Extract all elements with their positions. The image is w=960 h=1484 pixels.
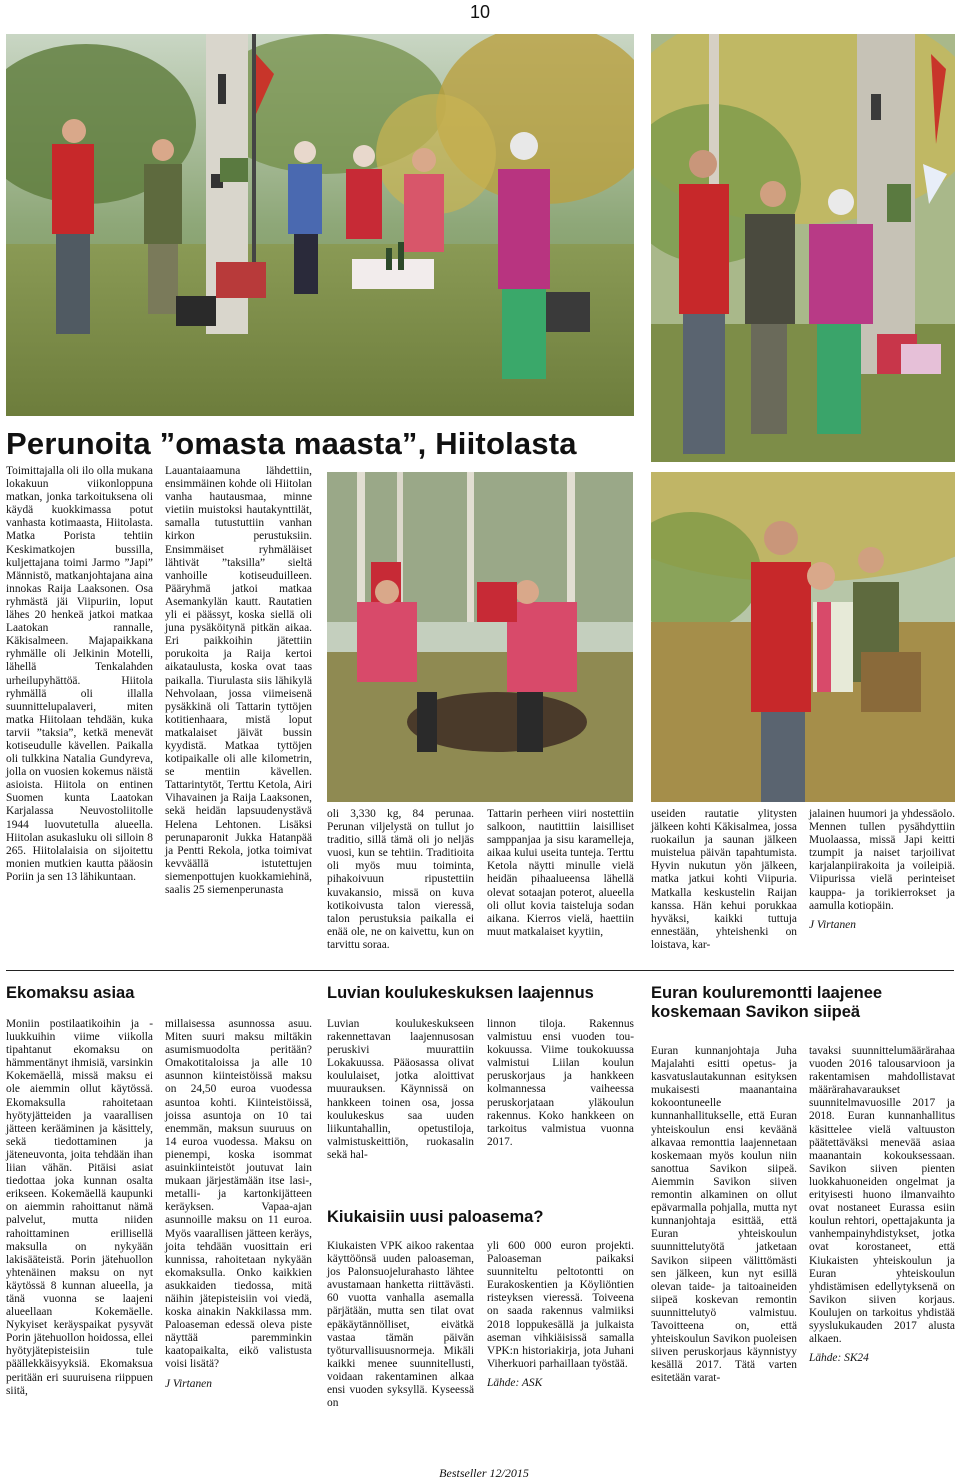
article-column-1 — [6, 465, 153, 884]
article-text: Tattarin perheen viiri nostettiin salkoon, nautittiin laisilliset samppanjaa ja sisu karamelleja, aikaa kului useita tunteja. Terttu Ketola näytti minulle vielä heidän pihaalueensa lähellä olevat sotaajan poterot, alueella oli ollut kovia taisteluja sodan aikana. Kierros vielä, haettiin muut matkalaiset kyytiin, — [487, 808, 634, 938]
ekomaksu-column-1 — [6, 1018, 153, 1398]
article-column-2 — [165, 465, 312, 897]
article-column-4 — [487, 808, 634, 939]
article-column-3 — [327, 808, 474, 952]
article-text: Toimittajalla oli ilo olla mukana lokakuun viikonloppuna matkan, jonka tarkoituksena oli käydä kuokkimassa potut vanhasta kotimaasta, Hiitolasta. Matka Porista tehtiin Keskimatkojen bussilla, kuljettajana toimi Jarmo ”Japi” Männistö, matkanjohtajana aina innokas Raija Laaksonen. Osa ryhmästä jäi Viipuriin, loput lähes 20 henkeä jatkoi matkaa Laatokan rannalle, Käkisalmeen. Majapaikkana ryhmälle oli Jelkinin Motelli, lähellä Tenkalahden urheilupyhättöä. Hiitola ryhmällä oli illalla suunnittelupalaveri, miten matka Hiitolaan tehdään, kuka tarvii ”taksia”, ketkä menevät kotiseudulle kävellen. Paikalla oli tulkkina Natalia Gundyreva, jolla on vuosien kokemus näistä asioista. Hiitola on entinen Suomen kunta Laatokan Karjalassa Neuvostoliitolle 1944 luovutetulla alueella. Hiitolan asukasluku oli silloin 8 265. Hiitolalaisia on sijoitettu monien mutkien kautta pääosin Poriin ja sen 13 lähikuntaan. — [6, 465, 153, 883]
page-footer: Bestseller 12/2015 — [439, 1466, 529, 1480]
savikko-title: Euran kouluremontti laajenee koskemaan Savikon siipeä — [651, 984, 883, 1021]
ekomaksu-title: Ekomaksu asiaa — [6, 984, 135, 1002]
kiukainen-title: Kiukaisiin uusi paloasema? — [327, 1208, 544, 1226]
article-column-6 — [809, 808, 955, 932]
article-headline: Perunoita ”omasta maasta”, Hiitolasta — [6, 426, 577, 461]
article-text: Kiukaisten VPK aikoo rakentaa käyttöönsä uuden paloaseman, jos Palonsuojelurahasto lähtee avustamaan hanketta riittävästi. 60 vuotta vanhalla asemalla pärjätään, mutta sen tilat ovat epäkäytännölliset, eivätkä vastaa tämän päivän työturvallisuusnormeja. Mikäli kaikki menee suunnitellusti, voidaan rakentaminen alkaa ensi vuoden syksyllä. Kyseessä on — [327, 1240, 474, 1410]
photo-group-toast — [6, 34, 634, 416]
article-column-5 — [651, 808, 797, 952]
article-text: useiden rautatie ylitysten jälkeen kohti Käkisalmea, jossa ruokailun ja saunan jälkeen muistelua päivän tapahtumista. Hyvin nukutun yön jälkeen, matka jatkui kohti Viipuria. Matkalla keskustelin Raijan kanssa. Hän kehui porukkaa hyväksi, kaikki tuttuja ennestään, yhteishenki on loistava, kar- — [651, 808, 797, 951]
photo-potato-digging — [327, 472, 633, 802]
kiukainen-column-1 — [327, 1240, 474, 1410]
kiukainen-source: Lähde: ASK — [487, 1376, 543, 1389]
article-text: Luvian koulukeskukseen rakennettavan laajennusosan peruskivi muurattiin Lokakuussa. Pääosassa olivat koululaiset, jotka aloittivat muurauksen. Käynnissä on hankkeen toinen osa, jossa koulukeskus saa uuden liikuntahallin, opetustiloja, valmistuskeittiön, ruokasalin sekä hal- — [327, 1018, 474, 1161]
savikko-column-1 — [651, 1045, 797, 1385]
article-text: yli 600 000 euron projekti. Paloaseman paikaksi suunniteltu peltotontti on Eurakoskentien ja Köyliöntien risteyksen vieressä. Toiveena on saada rakennus valmiiksi 2018 loppukesällä ja julkaista aseman vihkiäisissä samalla VPK:n historiakirja, jota Juhani Viherkuori parhaillaan työstää. — [487, 1240, 634, 1370]
photo-three-people — [651, 472, 955, 802]
article-text: Euran kunnanjohtaja Juha Majalahti esitti opetus- ja kasvatuslautakunnan esityksen mukaisesti maanantaina kokoontuneelle kunnanhallitukselle, että Euran yhteiskoulun ensi keväänä alkavaa remonttia laajennetaan koskemaan myös koulun niin sanottua Savikon siipeä. Aiemmin Savikon siiven remontin alkaminen on ollut epävarmalla pohjalla, mutta nyt kunnanjohtaja esittää, että Euran yhteiskoulun suunnittelutyötä jatketaan Savikon siipeen välittömästi sen jälkeen, kun nyt esillä olevan taide- ja taitoaineiden siipeä koskevan remontin suunnittelutyö valmistuu. Tavoitteena on, että yhteiskoulun Savikon puoleisen siiven peruskorjaus käynnistyy kesällä 2017. Tätä varten esitetään varat- — [651, 1045, 797, 1385]
section-divider — [6, 970, 954, 971]
article-text: jalainen huumori ja yhdessäolo. Mennen tullen pysähdyttiin Muolaassa, missä Japi keitti tzumpit ja naiset tarjoilivat karjalanpiirakoita ja voileipiä. Viipurissa vielä perinteiset kauppa- ja torikierrokset ja aamulla kotiopäin. — [809, 808, 955, 912]
page-number: 10 — [469, 2, 491, 22]
luvia-column-1 — [327, 1018, 474, 1162]
photo-birch-trees — [651, 34, 955, 462]
luvia-column-2 — [487, 1018, 634, 1149]
savikko-source: Lähde: SK24 — [809, 1352, 869, 1365]
ekomaksu-signature: J Virtanen — [165, 1377, 212, 1390]
savikko-column-2 — [809, 1045, 955, 1365]
ekomaksu-column-2 — [165, 1018, 312, 1391]
article-text: Moniin postilaatikoihin ja -luukkuihin viime viikolla tipahtanut ekomaksu on hämmentänyt ihmisiä, varsinkin Kokemäellä, missä maksu ei ole aiemmin ollut käytössä. Ekomaksulla rahoitetaan hyötyjätteiden ja vaarallisen jätteen kerääminen ja käsittely, sekä tiedottaminen ja jäteneuvonta, joita tehdään ihan liian vähän. Pitäisi asiat tiedottaa joka kunnan osalta erikseen. Kokemäellä kaupunki on aiemmin rahoittanut nämä palvelut, mutta niiden rahoittaminen erillisellä maksulla on nykyään lakisääteistä. Porin jätehuollon yhtenäinen maksu on nyt käytössä 8 kunnan alueella, ja tänä vuonna se laajeni alueellaan Kokemäelle. Nykyiset keräyspaikat pysyvät Porin jätehuollon hoidossa, ellei hyötyjätepisteisiin tule päällekkäisyyksiä. Ekomaksua peritään eri suuruisena riippuen siitä, — [6, 1018, 153, 1397]
article-text: linnon tiloja. Rakennus valmistuu ensi vuoden tou-kokuussa. Viime toukokuussa valmistui Liilan koulun peruskorjaus ja hankkeen kolmannessa vaiheessa peruskorjataan yläkoulun rakennus. Koko hankkeen on tarkoitus valmistua vuonna 2017. — [487, 1018, 634, 1148]
article-text: Lauantaiaamuna lähdettiin, ensimmäinen kohde oli Hiitolan vanha hautausmaa, minne vietiin muistoksi hautakynttilät, samalla tutustuttiin vanhan kirkon perustuksiin. Ensimmäiset ryhmäläiset lähtivät ”taksilla” sieltä vanhoille kotiseuduilleen. Pääryhmä jatkoi matkaa Asemankylän kautt. Rautatien yli ei päässyt, koska siellä oli juna pysäköitynä pitkän aikaa. Eri paikkoihin jätettiin porukoita ja Raija kertoi aikataulusta, koska ovat taas paikalla. Tiurulasta siis lähikylä Nehvolaan, jossa viimeisenä pysäkkinä oli Tattarin tyttöjen kotitienhaara, mistä loput matkalaiset jäivät bussin kyydistä. Matkaa tyttöjen kotipaikalle oli alle kilometrin, se mentiin kävellen. Tattarintytöt, Terttu Ketola, Airi Vihavainen ja Raija Laaksonen, sekä heidän lapsuudenystävä Helena Lehtonen. Lisäksi perunaparonit Jukka Hatanpää ja Pentti Rekola, jotka toimivat kevväällä istutettujen siemenpottujen kuokkamiehinä, saalis 25 siemenperunasta — [165, 465, 312, 896]
article-text: tavaksi suunnittelumäärärahaa vuoden 2016 talousarvioon ja rakentamisen mahdollistavat määrärahavaraukset suunnitelmavuosille 2017 ja 2018. Euran kunnanhallitus käsittelee vielä valtuuston päätettäväksi menevää asiaa maanantain kokouksessaan. Savikon siiven pienten luokkahuoneiden ongelmat ja erityisesti huono ilmanvaihto ovat nostaneet Eurassa esiin koulun rehtori, opettajakunta ja vanhempainyhdistykset, jotka ovat korostaneet, että Kiukaisten yhteiskoulun ja Euran yhteiskoulun yhdistämisen edellytyksenä on Savikon siiven korjaus. Koulujen on tarkoitus yhdistää syyslukukauden 2017 alusta alkaen. — [809, 1045, 955, 1346]
kiukainen-column-2 — [487, 1240, 634, 1390]
luvia-title: Luvian koulukeskuksen laajennus — [327, 984, 594, 1002]
article-text: millaisessa asunnossa asuu. Miten suuri maksu miltäkin asumismuodolta peritään? Omakotitaloissa ja alle 10 asunnon kiinteistöissä maksu on 24,50 euroa vuodessa asuntoa kohti. Kiinteistöissä, joissa asuntoja on 10 tai enemmän, maksun suuruus on 14 euroa vuodessa. Maksu on pienempi, koska isommat asuinkiinteistöt joutuvat lain mukaan järjestämään itse lasi-, metalli- ja kartonkijätteen keräyksen. Vapaa-ajan asunnoille maksu on 11 euroa. Myös vaarallisen jätteen keräys, joita tehdään vuosittain eri kunnissa, rahoitetaan nykyään ekomaksulla. Onko kaikkien asukkaiden tiedossa, mitä näihin jätepisteisiin voi viedä, koska ainakin Nakkilassa mm. Paloaseman edessä oleva piste näyttää paremminkin kaatopaikalta, eikö valistusta voisi lisätä? — [165, 1018, 312, 1371]
article-text: oli 3,330 kg, 84 perunaa. Perunan viljelystä on tullut jo traditio, sillä tämä oli jo neljäs vuosi, kun se tehtiin. Traditioita oli myös muu toiminta, pihakoivuun ripustettiin kuvakansio, missä on kuva kotikoivusta talon vieressä, talon perustuksia paikalla ei enää ole, ne on kaivettu, kun on tarvittu soraa. — [327, 808, 474, 951]
article-signature: J Virtanen — [809, 918, 856, 931]
